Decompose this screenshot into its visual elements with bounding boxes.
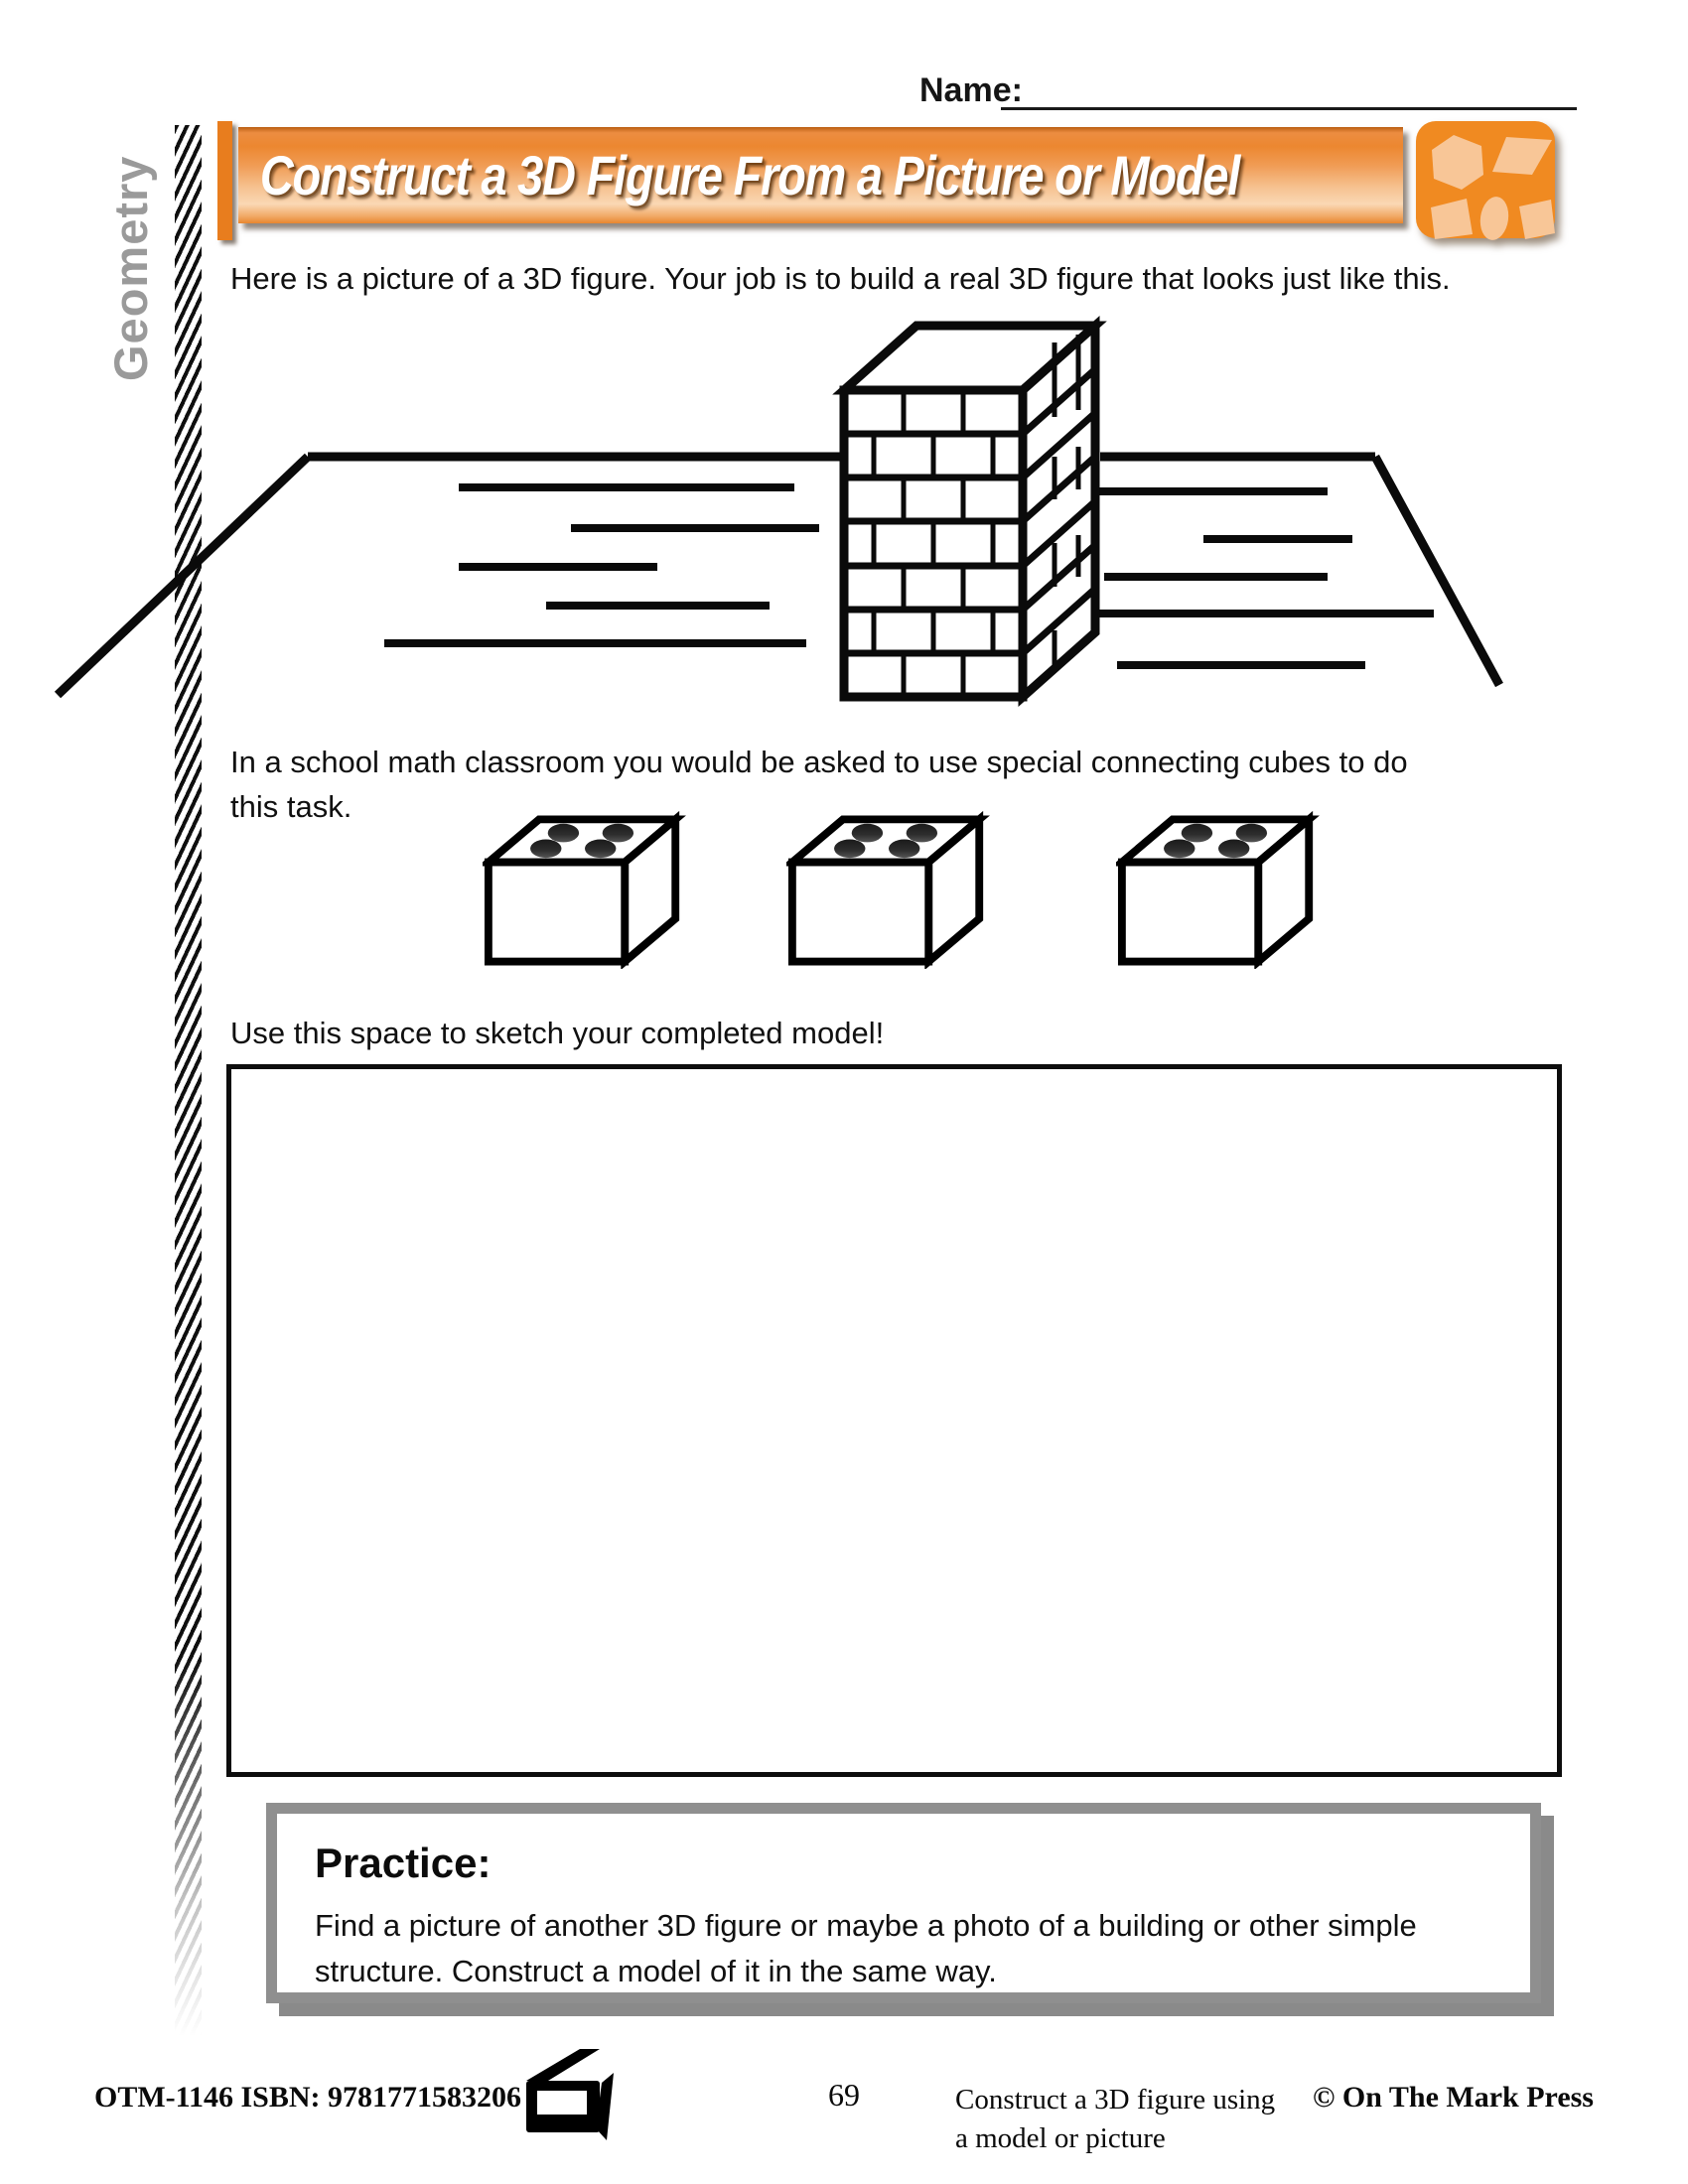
page-footer bbox=[0, 2035, 1688, 2184]
practice-heading: Practice: bbox=[315, 1840, 492, 1886]
footer-caption-line2: a model or picture bbox=[955, 2122, 1166, 2154]
title-banner bbox=[238, 127, 1403, 223]
copier-icon bbox=[508, 2043, 628, 2147]
practice-box bbox=[266, 1803, 1541, 2003]
copyright: © On The Mark Press bbox=[1313, 2081, 1594, 2114]
cubes-text-line2: this task. bbox=[230, 789, 352, 824]
banner-accent-bar bbox=[217, 121, 232, 240]
practice-body-line1: Find a picture of another 3D figure or maybe a photo of a building or other simple bbox=[315, 1908, 1417, 1943]
page-title: Construct a 3D Figure From a Picture or Model bbox=[259, 144, 1240, 206]
page-number: 69 bbox=[828, 2077, 860, 2113]
footer-caption bbox=[955, 2081, 1275, 2158]
connecting-cube-illustration bbox=[483, 810, 687, 969]
connecting-cube-illustration bbox=[786, 810, 991, 969]
footer-caption-line1: Construct a 3D figure using bbox=[955, 2084, 1276, 2116]
cubes-text-line1: In a school math classroom you would be asked to use special connecting cubes to do bbox=[230, 745, 1408, 779]
practice-body-line2: structure. Construct a model of it in the same way. bbox=[315, 1954, 997, 1988]
connecting-cube-illustration bbox=[1116, 810, 1321, 969]
geometric-shapes-icon bbox=[1414, 119, 1559, 242]
name-input-line[interactable] bbox=[1001, 107, 1577, 110]
sketch-prompt: Use this space to sketch your completed model! bbox=[230, 1016, 885, 1050]
name-label: Name: bbox=[919, 71, 1023, 109]
tower-figure-illustration bbox=[40, 313, 1529, 730]
isbn-code: OTM-1146 ISBN: 9781771583206 bbox=[94, 2081, 522, 2114]
intro-text: Here is a picture of a 3D figure. Your job is to build a real 3D figure that looks just like this. bbox=[230, 261, 1451, 296]
sketch-area[interactable] bbox=[226, 1064, 1562, 1777]
practice-body bbox=[315, 1903, 1530, 1994]
sidebar-geometry-label: Geometry bbox=[104, 155, 157, 381]
